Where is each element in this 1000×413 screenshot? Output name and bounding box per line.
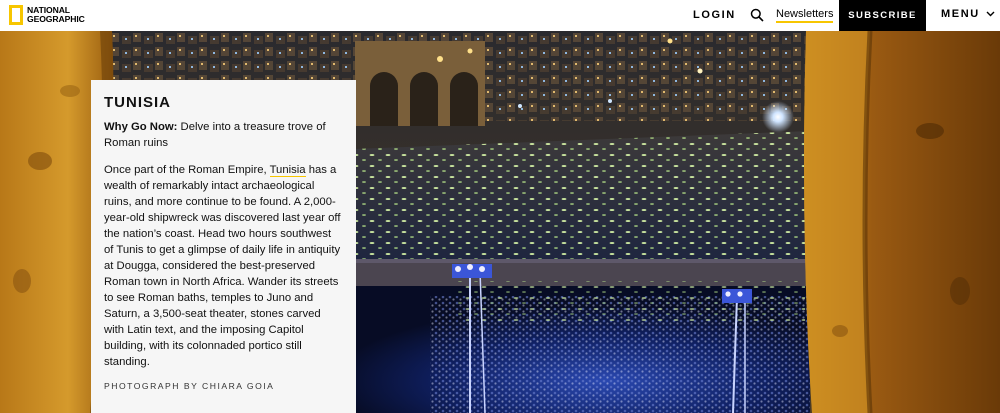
photo-credit: PHOTOGRAPH BY CHIARA GOIA <box>104 381 275 391</box>
destination-title: TUNISIA <box>104 94 171 111</box>
chevron-down-icon <box>986 11 995 17</box>
menu-label: MENU <box>941 8 980 20</box>
logo-line1: NATIONAL <box>27 5 70 15</box>
site-header <box>0 0 1000 31</box>
logo-line2: GEOGRAPHIC <box>27 14 85 24</box>
newsletters-link[interactable]: Newsletters <box>776 8 833 23</box>
yellow-frame-icon <box>9 5 23 25</box>
article-card <box>91 80 356 413</box>
natgeo-logo[interactable] <box>9 4 105 26</box>
subscribe-button[interactable]: SUBSCRIBE <box>839 0 926 31</box>
search-icon[interactable] <box>750 8 764 22</box>
why-go-now <box>104 119 343 151</box>
body-intro: Once part of the Roman Empire, <box>104 164 270 176</box>
login-link[interactable]: LOGIN <box>693 9 736 21</box>
tunisia-link[interactable]: Tunisia <box>269 164 306 176</box>
why-go-now-text: Delve into a treasure trove of Roman ruins <box>104 121 326 149</box>
menu-button[interactable] <box>941 8 995 20</box>
why-go-now-label: Why Go Now: <box>104 121 178 133</box>
article-body <box>104 162 343 370</box>
body-text: has a wealth of remarkably intact archaeological ruins, and more continue to be found. A 2,000-year-old shipwreck was discovered last year off the nation’s coast. Head two hours southwest of Tunis to get a glimpse of daily life in antiquity at Dougga, considered the best-preserved Roman town in North Africa. Wander its streets to see Roman baths, temples to Juno and Saturn, a 3,500-seat theater, stones carved with Latin text, and the imposing Capitol building, with its colonnaded portico still standing. <box>104 164 341 368</box>
